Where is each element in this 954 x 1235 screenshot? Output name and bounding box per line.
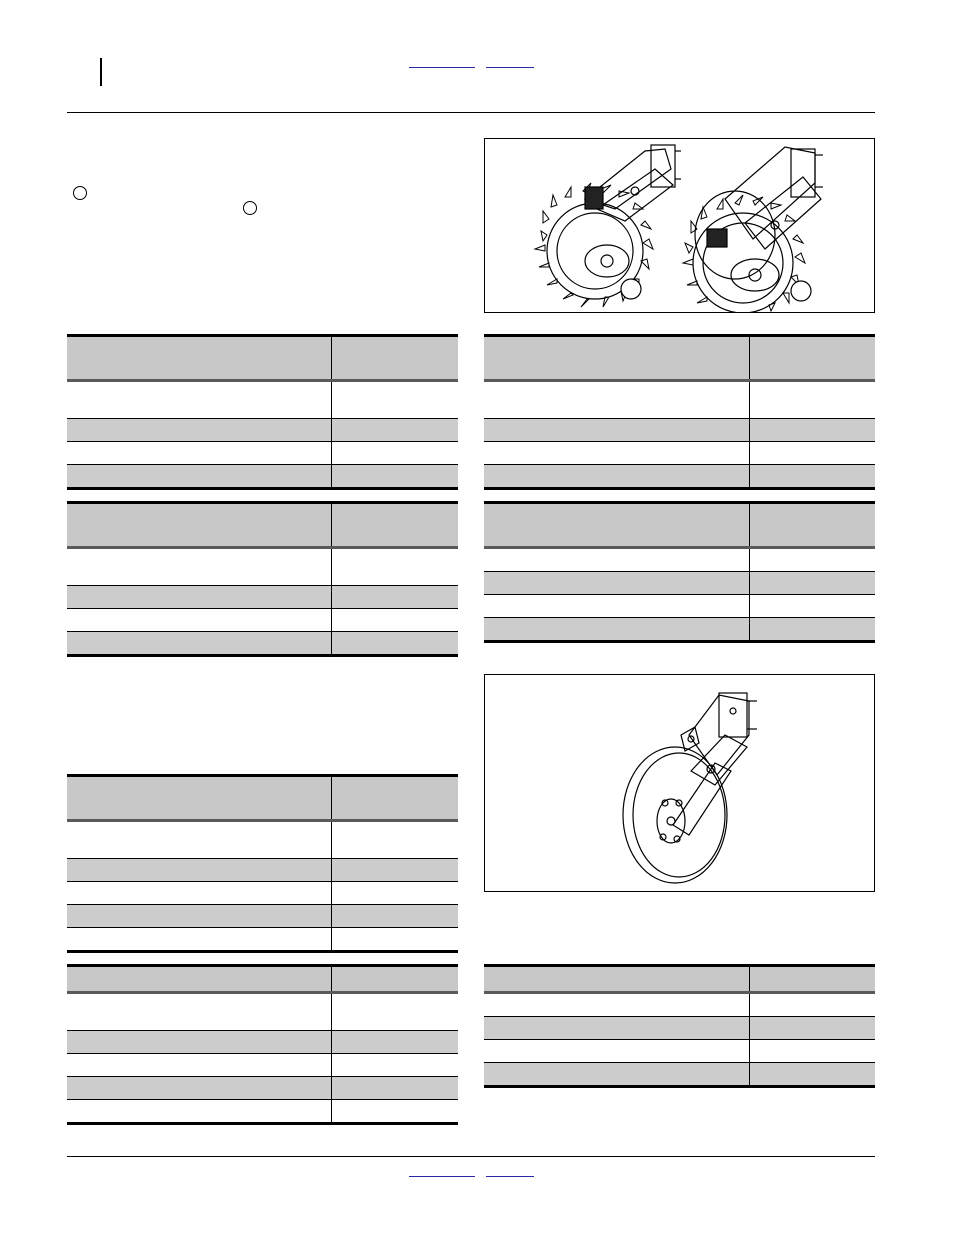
table-row — [67, 609, 458, 632]
table-1 — [67, 334, 458, 490]
footer-link-page[interactable] — [486, 1176, 534, 1177]
table-4 — [484, 501, 875, 643]
table-3 — [67, 501, 458, 657]
table-header — [67, 967, 458, 994]
table-row — [484, 1017, 875, 1040]
table-row — [484, 618, 875, 640]
figure-disc-closer — [484, 674, 875, 892]
table-row — [484, 994, 875, 1017]
table-row — [67, 1100, 458, 1122]
figure-closing-wheels — [484, 138, 875, 313]
table-row — [67, 586, 458, 609]
table-row — [67, 859, 458, 882]
header-link-section[interactable] — [409, 67, 475, 68]
table-row — [484, 549, 875, 572]
table-row — [67, 1031, 458, 1054]
figure-callout-1 — [621, 279, 641, 299]
table-row — [67, 419, 458, 442]
table-header — [67, 504, 458, 549]
table-6 — [67, 964, 458, 1125]
table-row — [67, 994, 458, 1031]
table-header — [484, 967, 875, 994]
table-row — [67, 822, 458, 859]
table-row — [67, 882, 458, 905]
figure-callout-2 — [791, 281, 811, 301]
table-row — [484, 419, 875, 442]
table-row — [484, 572, 875, 595]
table-row — [67, 928, 458, 950]
table-row — [484, 595, 875, 618]
footer-link-section[interactable] — [409, 1176, 475, 1177]
callout-marker-2 — [243, 201, 257, 215]
table-row — [67, 1077, 458, 1100]
callout-marker-1 — [73, 186, 87, 200]
table-5 — [67, 774, 458, 953]
table-row — [484, 1063, 875, 1085]
header-rule — [67, 112, 875, 113]
table-row — [67, 905, 458, 928]
page-number-bar — [100, 58, 102, 86]
table-row — [67, 382, 458, 419]
table-header — [484, 337, 875, 382]
table-row — [484, 382, 875, 419]
table-2 — [484, 334, 875, 490]
table-row — [67, 632, 458, 654]
disc-closer-illustration — [485, 675, 874, 891]
table-row — [67, 465, 458, 487]
table-header — [67, 777, 458, 822]
table-row — [484, 1040, 875, 1063]
table-header — [484, 504, 875, 549]
header-link-page[interactable] — [486, 67, 534, 68]
table-header — [67, 337, 458, 382]
table-row — [67, 549, 458, 586]
table-row — [484, 442, 875, 465]
closing-wheels-illustration — [485, 139, 874, 312]
table-7 — [484, 964, 875, 1088]
table-row — [67, 1054, 458, 1077]
footer-rule — [67, 1156, 875, 1157]
table-row — [484, 465, 875, 487]
table-row — [67, 442, 458, 465]
